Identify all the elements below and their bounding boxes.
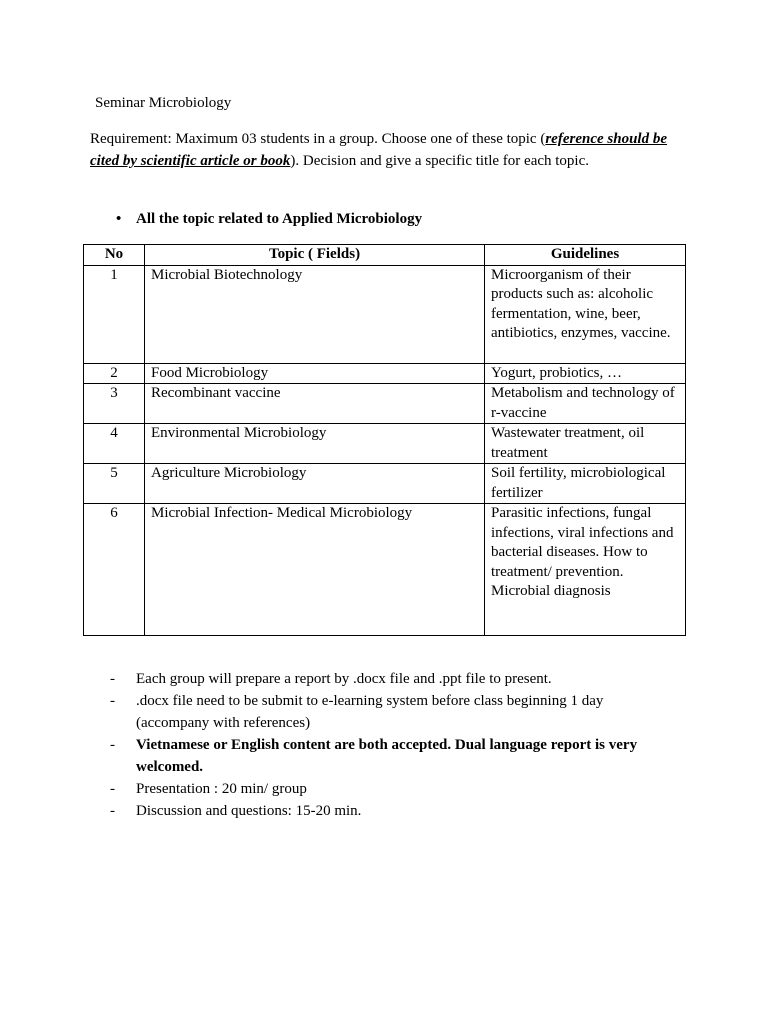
table-row — [84, 424, 686, 464]
list-item-text: Discussion and questions: 15-20 min. — [136, 803, 362, 819]
row-guidelines: Soil fertility, microbiological fertilizer — [485, 464, 686, 504]
row-guidelines: Yogurt, probiotics, … — [485, 363, 686, 384]
row-guidelines: Metabolism and technology of r-vaccine — [485, 384, 686, 424]
row-guidelines: Microorganism of their products such as: alcoholic fermentation, wine, beer, antibiotics, enzymes, vaccine. — [485, 265, 686, 363]
list-item-text: Presentation : 20 min/ group — [136, 781, 307, 797]
document-title: Seminar Microbiology — [95, 95, 232, 111]
row-no: 5 — [84, 464, 145, 504]
row-no: 2 — [84, 363, 145, 384]
row-topic: Microbial Biotechnology — [145, 265, 485, 363]
dash-marker: - — [110, 671, 115, 687]
bullet-icon: • — [116, 211, 122, 227]
row-guidelines: Wastewater treatment, oil treatment — [485, 424, 686, 464]
row-no: 4 — [84, 424, 145, 464]
dash-marker: - — [110, 781, 115, 797]
topic-scope-text: All the topic related to Applied Microbiology — [136, 211, 423, 227]
list-item — [110, 778, 670, 800]
reference-note: reference should be cited by scientific article or book — [90, 131, 667, 169]
list-item-text: Each group will prepare a report by .docx file and .ppt file to present. — [136, 671, 552, 687]
requirement-text: Requirement: Maximum 03 students in a group. Choose one of these topic ( — [90, 131, 546, 147]
topics-table — [83, 244, 686, 636]
row-no: 1 — [84, 265, 145, 363]
dash-marker: - — [110, 737, 115, 753]
table-row — [84, 265, 686, 363]
topic-scope-bullet — [116, 208, 422, 230]
table-row — [84, 363, 686, 384]
list-item-text: .docx file need to be submit to e-learning system before class beginning 1 day (accompany with references) — [136, 693, 604, 731]
list-item — [110, 734, 670, 778]
list-item — [110, 690, 670, 734]
list-item-text: Vietnamese or English content are both accepted. Dual language report is very welcomed. — [136, 737, 638, 775]
table-row — [84, 504, 686, 636]
table-row — [84, 384, 686, 424]
row-topic: Agriculture Microbiology — [145, 464, 485, 504]
dash-marker: - — [110, 693, 115, 709]
row-guidelines: Parasitic infections, fungal infections, viral infections and bacterial diseases. How to treatment/ prevention. Microbial diagnosis — [485, 504, 686, 636]
table-header-row — [84, 245, 686, 266]
row-topic: Microbial Infection- Medical Microbiology — [145, 504, 485, 636]
header-no: No — [84, 245, 145, 266]
requirement-paragraph — [90, 128, 680, 172]
row-topic: Recombinant vaccine — [145, 384, 485, 424]
dash-marker: - — [110, 803, 115, 819]
row-no: 6 — [84, 504, 145, 636]
list-item — [110, 800, 670, 822]
header-topic: Topic ( Fields) — [145, 245, 485, 266]
list-item — [110, 668, 670, 690]
table-row — [84, 464, 686, 504]
instructions-list — [110, 668, 670, 822]
row-no: 3 — [84, 384, 145, 424]
row-topic: Food Microbiology — [145, 363, 485, 384]
header-guidelines: Guidelines — [485, 245, 686, 266]
requirement-text-end: ). Decision and give a specific title for each topic. — [290, 153, 590, 169]
row-topic: Environmental Microbiology — [145, 424, 485, 464]
